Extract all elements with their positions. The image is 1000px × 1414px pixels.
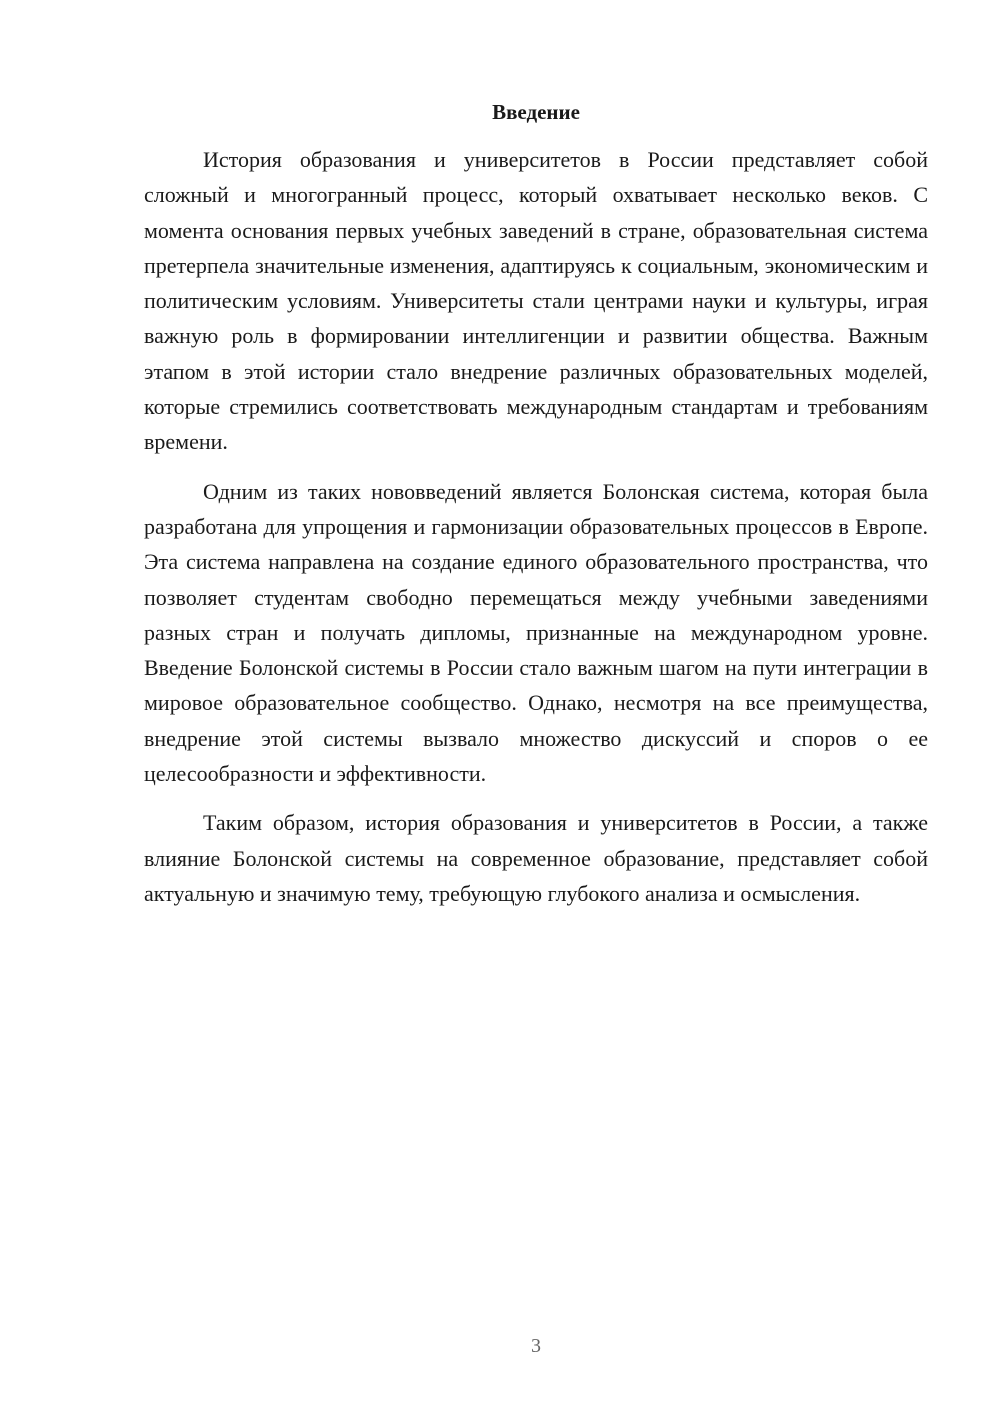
page-number: 3 [531,1335,541,1357]
paragraph-2: Одним из таких нововведений является Болонская система, которая была разработана для упрощения и гармонизации образовательных процессов в Европе. Эта система направлена на создание единого образовательного пространства, что позволяет студентам свободно перемещаться между учебными заведениями разных стран и получать дипломы, признанные на международном уровне. Введение Болонской системы в России стало важным шагом на пути интеграции в мировое образовательное сообщество. Однако, несмотря на все преимущества, внедрение этой системы вызвало множество дискуссий и споров о ее целесообразности и эффективности. [144,478,928,787]
paragraph-1: История образования и университетов в России представляет собой сложный и многогранный процесс, который охватывает несколько веков. С момента основания первых учебных заведений в стране, образовательная система претерпела значительные изменения, адаптируясь к социальным, экономическим и политическим условиям. Университеты стали центрами науки и культуры, играя важную роль в формировании интеллигенции и развитии общества. Важным этапом в этой истории стало внедрение различных образовательных моделей, которые стремились соответствовать международным стандартам и требованиям времени. [144,147,928,455]
body-text [144,142,928,911]
paragraph-3: Таким образом, история образования и университетов в России, а также влияние Болонской системы на современное образование, представляет собой актуальную и значимую тему, требующую глубокого анализа и осмысления. [144,810,928,906]
section-heading: Введение [492,100,580,124]
